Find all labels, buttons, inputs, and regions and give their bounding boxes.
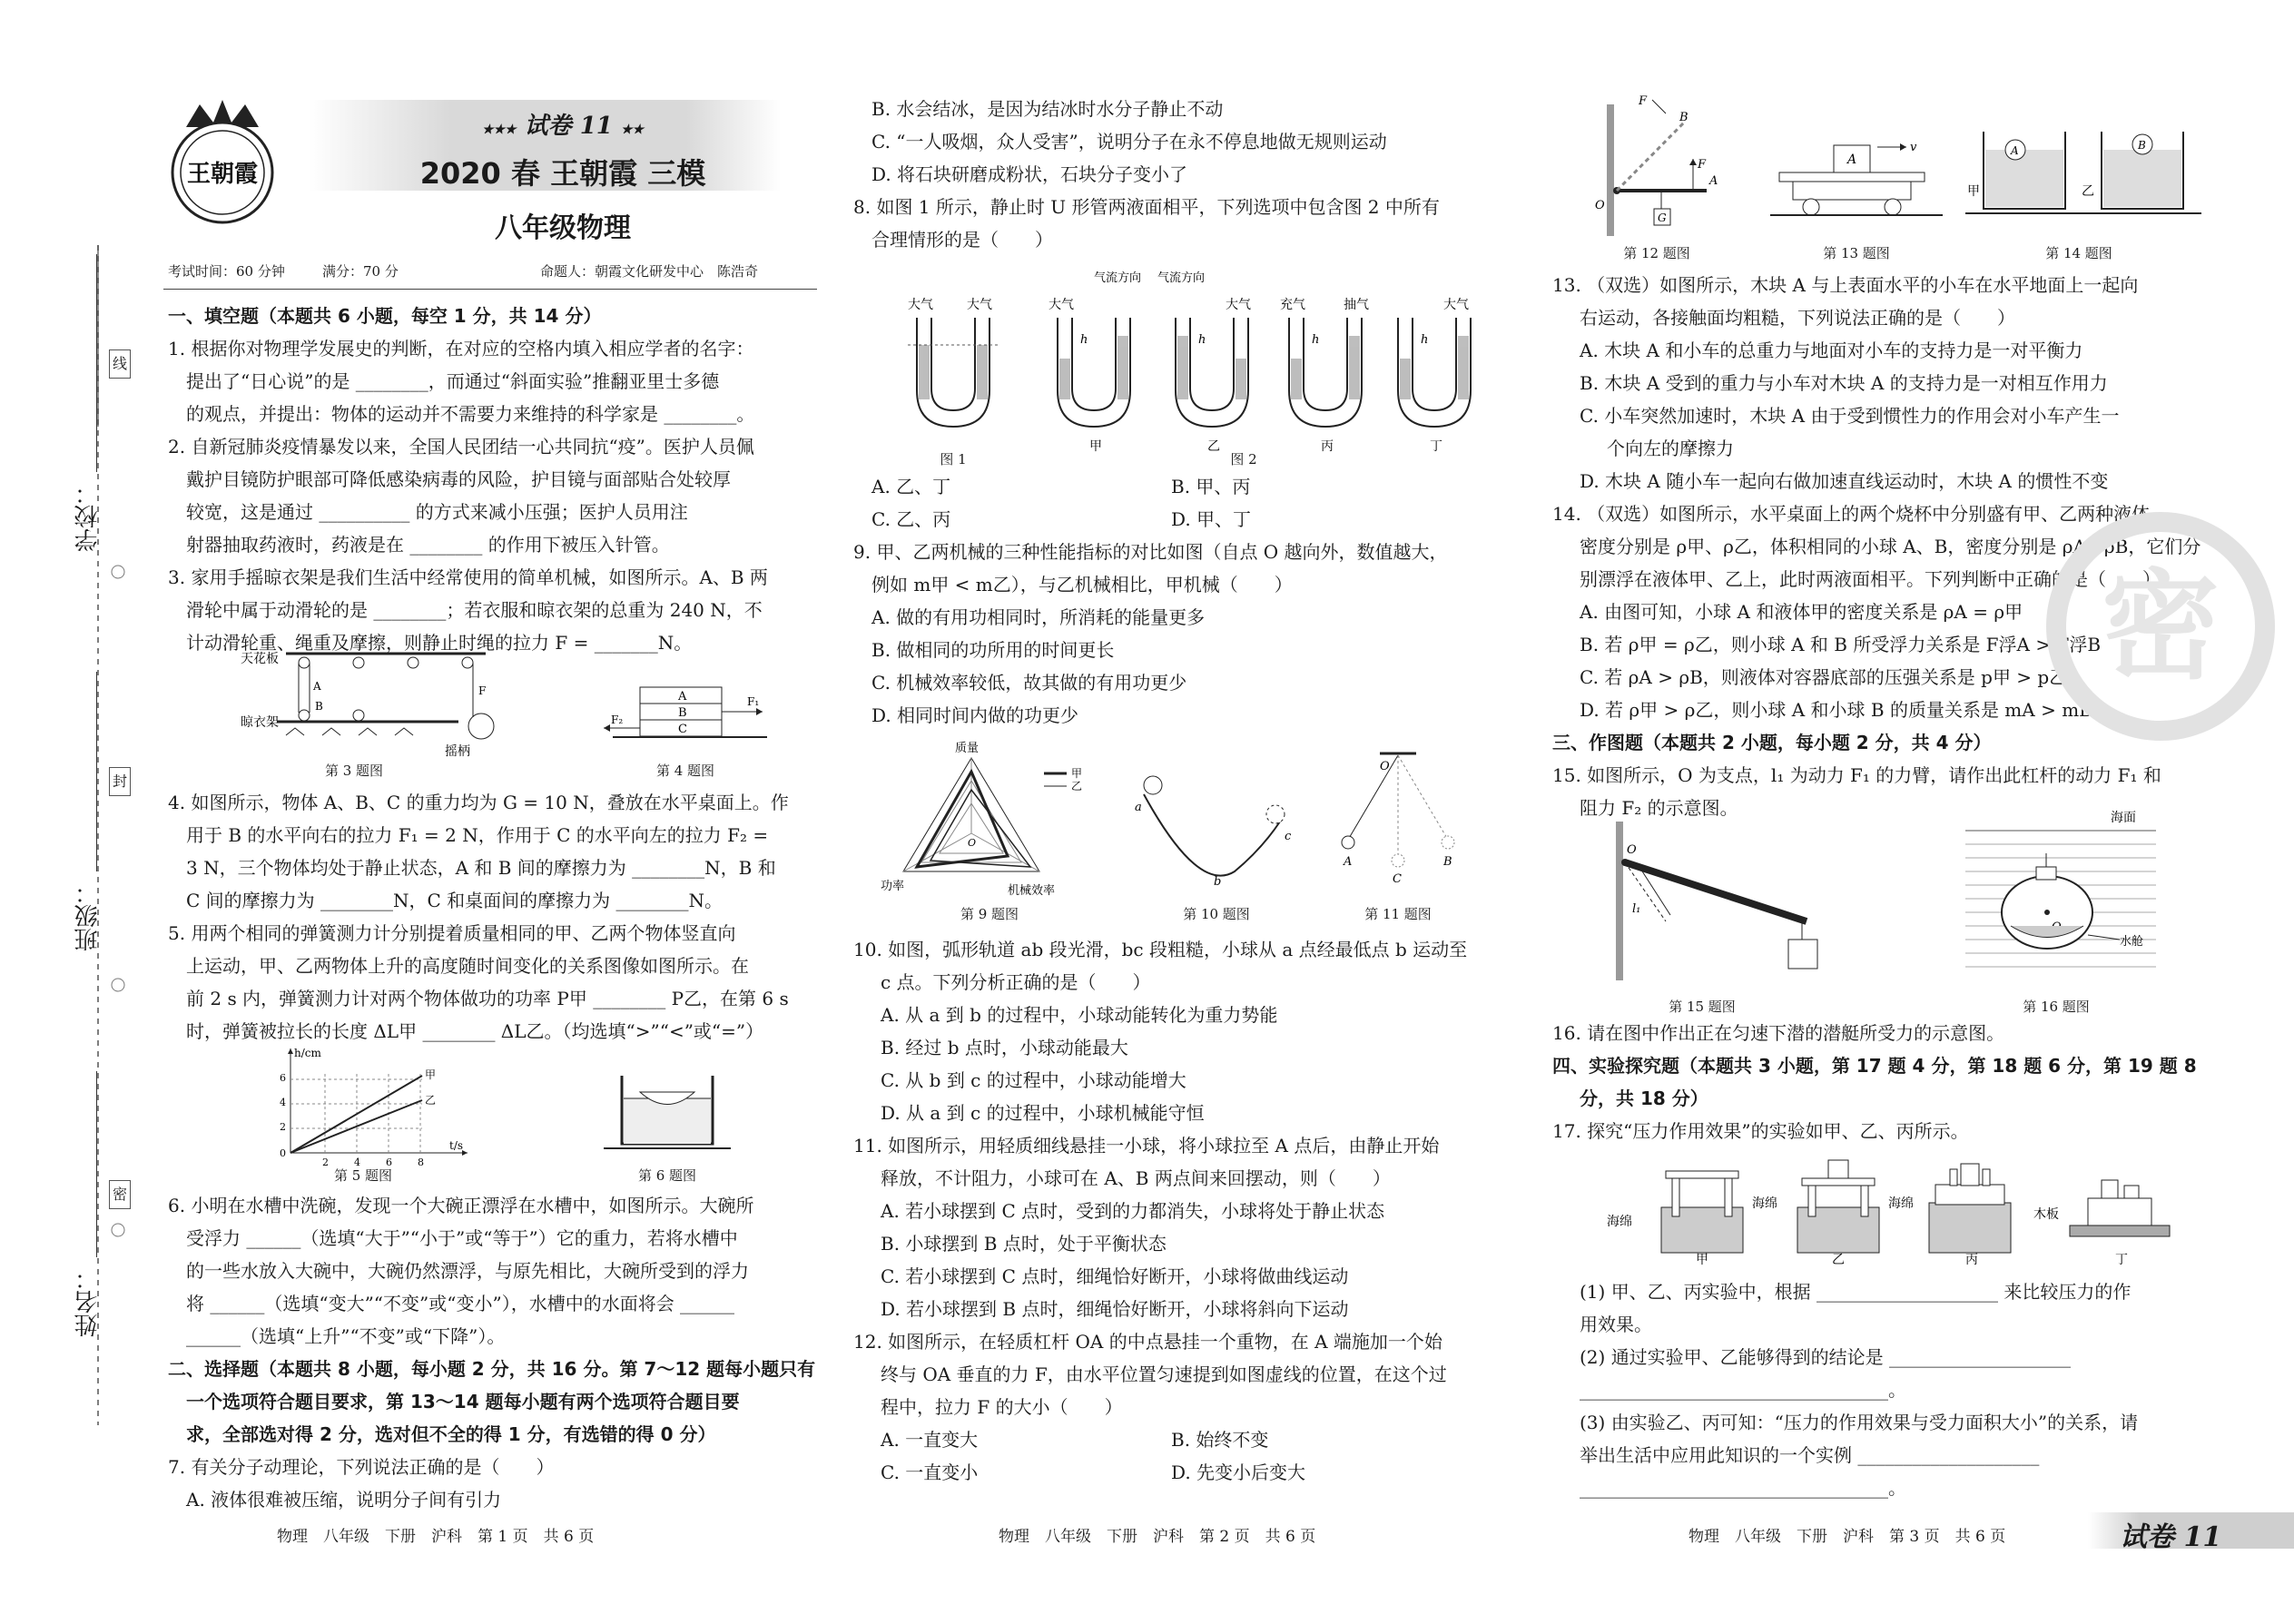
q7-option-c[interactable]: C. “一人吸烟，众人受害”，说明分子在永不停息地做无规则运动: [871, 131, 1387, 153]
question-15: 阻力 F₂ 的示意图。: [1580, 797, 1738, 819]
fig16-sea-label: 海面: [2111, 811, 2136, 825]
watermark-text: 密: [2101, 556, 2220, 695]
svg-text:8: 8: [418, 1156, 424, 1168]
q5-line: 时，弹簧被拉长的长度 ΔL甲 ________ ΔL乙。（均选填“>”“<”或“=”）: [186, 1020, 764, 1042]
fig14-yi-label: 乙: [2082, 184, 2094, 199]
q6-line: ______（选填“上升”“不变”或“下降”）。: [186, 1325, 506, 1347]
author: 命题人：朝霞文化研发中心 陈浩奇: [540, 263, 759, 280]
figure-15-lever: [1598, 817, 1834, 985]
question-11: 11. 如图所示，用轻质细线悬挂一小球，将小球拉至 A 点后，由静止开始: [853, 1135, 1440, 1156]
fig8-sub-label: 甲: [1089, 439, 1102, 454]
svg-text:h: h: [1421, 333, 1429, 347]
question-1: [168, 332, 822, 430]
q7-option-a[interactable]: A. 液体很难被压缩，说明分子间有引力: [186, 1489, 502, 1511]
q14-option-b[interactable]: B. 若 ρ甲 = ρ乙，则小球 A 和 B 所受浮力关系是 F浮A > F浮B: [1580, 634, 2102, 655]
question-12: 12. 如图所示，在轻质杠杆 OA 的中点悬挂一个重物，在 A 端施加一个始: [853, 1331, 1442, 1353]
corner-badge-text: 试卷 11: [2120, 1521, 2222, 1553]
series-text: 试卷 11: [524, 113, 613, 140]
fig8-caption-2: 图 2: [1230, 451, 1257, 468]
fig17-sub-label: 乙: [1832, 1253, 1845, 1267]
figure-10-track: [1126, 758, 1307, 889]
fig5-caption: 第 5 题图: [333, 1167, 393, 1184]
class-field-label: 班级：: [74, 881, 102, 951]
school-field-line[interactable]: [96, 254, 97, 472]
svg-text:F: F: [1698, 158, 1707, 172]
question-16: 16. 请在图中作出正在匀速下潜的潜艇所受力的示意图。: [1552, 1022, 2005, 1044]
q12-option-c[interactable]: C. 一直变小: [881, 1462, 979, 1483]
q12-option-d[interactable]: D. 先变小后变大: [1171, 1462, 1306, 1483]
svg-text:B: B: [1443, 855, 1452, 869]
question-8: 8. 如图 1 所示，静止时 U 形管两液面相平，下列选项中包含图 2 中所有: [853, 196, 1440, 218]
fig12-caption: 第 12 题图: [1623, 245, 1690, 261]
question-7: 7. 有关分子动理论，下列说法正确的是（ ）: [168, 1456, 555, 1478]
fig8-label: 抽气: [1344, 298, 1369, 312]
class-field-line[interactable]: [96, 672, 97, 871]
footer-page-3: 物理 八年级 下册 沪科 第 3 页 共 6 页: [1689, 1528, 2006, 1546]
figure-5-graph: [272, 1044, 472, 1168]
q1-line: 的观点，并提出：物体的运动并不需要力来维持的科学家是 ________。: [186, 403, 755, 425]
figure-11-pendulum: [1325, 744, 1471, 890]
svg-text:F₂: F₂: [611, 714, 624, 726]
q7-option-d[interactable]: D. 将石块研磨成粉状，石块分子变小了: [871, 163, 1188, 185]
fig8-label: 大气: [1443, 298, 1469, 312]
exam-time: 考试时间：60 分钟: [168, 263, 285, 280]
fig16-tank-label: 水舱: [2120, 935, 2144, 949]
q6-line: 6. 小明在水槽中洗碗，发现一个大碗正漂浮在水槽中，如图所示。大碗所: [168, 1195, 754, 1216]
q5-line: 前 2 s 内，弹簧测力计对两个物体做功的功率 P甲 ________ P乙，在第 6 s: [186, 988, 789, 1009]
fig9-efficiency-label: 机械效率: [1008, 884, 1056, 898]
fig9-mass-label: 质量: [955, 742, 980, 755]
figure-6-sink: [595, 1067, 740, 1157]
svg-text:A: A: [1709, 174, 1718, 188]
seal-mark-3: 密: [109, 1180, 131, 1209]
seal-line-graphic: [54, 245, 136, 1425]
fig8-label: 大气: [908, 298, 933, 312]
figure-17-pressure-experiment: [1607, 1153, 2179, 1266]
fig8-sub-label: 乙: [1207, 439, 1220, 454]
section-2-title: 一个选项符合题目要求，第 13～14 题每小题有两个选项符合题目要: [186, 1391, 740, 1412]
svg-text:h: h: [1312, 333, 1320, 347]
q2-line: 射器抽取药液时，药液是在 ________ 的作用下被压入针管。: [186, 534, 670, 556]
fig3-ceiling-label: 天花板: [241, 652, 279, 666]
svg-text:O: O: [1627, 843, 1637, 857]
q4-line: 3 N，三个物体均处于静止状态，A 和 B 间的摩擦力为 ________N，B 和: [186, 857, 776, 879]
question-15: 15. 如图所示，O 为支点，l₁ 为动力 F₁ 的力臂，请作出此杠杆的动力 F₁ 和: [1552, 764, 2161, 786]
figure-16-submarine: [1956, 803, 2165, 989]
name-field-line[interactable]: [96, 1071, 97, 1257]
q11-option-d[interactable]: D. 若小球摆到 B 点时，细绳恰好断开，小球将斜向下运动: [881, 1298, 1349, 1320]
fig8-sub-label: 丁: [1430, 439, 1442, 454]
fig17-sub-label: 丁: [2115, 1253, 2128, 1267]
fig8-label: 气流方向: [1157, 271, 1206, 285]
q17-part-2: (2) 通过实验甲、乙能够得到的结论是 ____________________: [1580, 1346, 2072, 1368]
svg-text:l₁: l₁: [1632, 902, 1641, 916]
q13-option-d[interactable]: D. 木块 A 随小车一起向右做加速直线运动时，木块 A 的惯性不变: [1580, 470, 2109, 492]
q17-part-2: __________________________________。: [1580, 1379, 1906, 1401]
svg-text:A: A: [2011, 144, 2019, 157]
svg-text:乙: 乙: [425, 1094, 437, 1107]
fig17-sub-label: 丙: [1965, 1253, 1978, 1267]
q13-option-b[interactable]: B. 木块 A 受到的重力与小车对木块 A 的支持力是一对相互作用力: [1580, 372, 2108, 394]
q6-line: 的一些水放入大碗中，大碗仍然漂浮，与原先相比，大碗所受到的浮力: [186, 1260, 749, 1282]
svg-text:G: G: [1658, 212, 1667, 224]
q4-line: 4. 如图所示，物体 A、B、C 的重力均为 G = 10 N，叠放在水平桌面上。作: [168, 792, 789, 813]
footer-page-1: 物理 八年级 下册 沪科 第 1 页 共 6 页: [277, 1528, 595, 1546]
fig8-label: 大气: [967, 298, 992, 312]
svg-text:h: h: [1198, 333, 1206, 347]
q10-option-a[interactable]: A. 从 a 到 b 的过程中，小球动能转化为重力势能: [881, 1004, 1278, 1026]
question-6: [168, 1189, 822, 1353]
svg-text:c: c: [1285, 830, 1292, 843]
question-13: 右运动，各接触面均粗糙，下列说法正确的是（ ）: [1580, 307, 2015, 329]
svg-text:t/s: t/s: [449, 1139, 464, 1152]
q13-option-c[interactable]: C. 小车突然加速时，木块 A 由于受到惯性力的作用会对小车产生一: [1580, 405, 2120, 427]
svg-text:O: O: [1595, 199, 1605, 212]
fig3-caption: 第 3 题图: [324, 763, 384, 779]
section-4-title: 分，共 18 分）: [1580, 1088, 1708, 1109]
q1-line: 1. 根据你对物理学发展史的判断，在对应的空格内填入相应学者的名字：: [168, 338, 754, 359]
q14-option-a[interactable]: A. 由图可知，小球 A 和液体甲的密度关系是 ρA = ρ甲: [1580, 601, 2023, 623]
svg-text:A: A: [1344, 855, 1353, 869]
fig14-jia-label: 甲: [1967, 184, 1980, 199]
svg-text:B: B: [315, 700, 323, 713]
q4-line: 用于 B 的水平向右的拉力 F₁ = 2 N，作用于 C 的水平向左的拉力 F₂ =: [186, 824, 769, 846]
q10-option-c[interactable]: C. 从 b 到 c 的过程中，小球动能增大: [881, 1069, 1186, 1091]
question-9: 例如 m甲 < m乙），与乙机械相比，甲机械（ ）: [871, 574, 1293, 595]
confidential-watermark: [2024, 508, 2260, 744]
fig9-power-label: 功率: [881, 880, 905, 893]
svg-text:h: h: [1080, 333, 1088, 347]
q8-option-d[interactable]: D. 甲、丁: [1171, 508, 1252, 530]
svg-text:F: F: [478, 684, 487, 697]
fig17-label: 海绵: [1752, 1196, 1777, 1211]
svg-text:6: 6: [280, 1072, 286, 1084]
fig4-caption: 第 4 题图: [655, 763, 715, 779]
svg-text:v: v: [1910, 141, 1917, 154]
svg-text:6: 6: [386, 1156, 392, 1168]
question-12: 终与 OA 垂直的力 F，由水平位置匀速提到如图虚线的位置，在这个过: [881, 1363, 1447, 1385]
q7-option-b[interactable]: B. 水会结冰，是因为结冰时水分子静止不动: [871, 98, 1224, 120]
q3-line: 3. 家用手摇晾衣架是我们生活中经常使用的简单机械，如图所示。A、B 两: [168, 566, 768, 588]
question-11: 释放，不计阻力，小球可在 A、B 两点间来回摆动，则（ ）: [881, 1167, 1391, 1189]
svg-text:C: C: [678, 723, 687, 736]
svg-text:F: F: [1639, 94, 1648, 108]
q8-option-a[interactable]: A. 乙、丁: [871, 476, 951, 497]
svg-text:0: 0: [280, 1147, 286, 1159]
q17-part-3: __________________________________。: [1580, 1477, 1906, 1499]
fig17-label: 木板: [2033, 1207, 2059, 1222]
q3-line: 计动滑轮重、绳重及摩擦，则静止时绳的拉力 F = _______N。: [186, 632, 693, 654]
svg-text:B: B: [678, 706, 687, 720]
section-2-title: 求，全部选对得 2 分，选对但不全的得 1 分，有选错的得 0 分）: [186, 1423, 716, 1445]
question-14: 密度分别是 ρ甲、ρ乙，体积相同的小球 A、B，密度分别是 ρA、ρB，它们分: [1580, 536, 2201, 557]
q11-option-b[interactable]: B. 小球摆到 B 点时，处于平衡状态: [881, 1233, 1167, 1255]
svg-text:2: 2: [322, 1156, 329, 1168]
q9-option-b[interactable]: B. 做相同的功所用的时间更长: [871, 639, 1115, 661]
fig8-label: 气流方向: [1094, 271, 1142, 285]
fig3-rack-label: 晾衣架: [241, 715, 279, 730]
section-1-title: 一、填空题（本题共 6 小题，每空 1 分，共 14 分）: [168, 305, 602, 327]
question-10: c 点。下列分析正确的是（ ）: [881, 971, 1151, 993]
section-4-title: 四、实验探究题（本题共 3 小题，第 17 题 4 分，第 18 题 6 分，第 19 题 8: [1552, 1055, 2197, 1077]
q14-option-c[interactable]: C. 若 ρA > ρB，则液体对容器底部的压强关系是 p甲 > p乙: [1580, 666, 2068, 688]
figure-3-clothes-rack: [241, 645, 504, 758]
figure-4-blocks: [595, 685, 776, 749]
q9-option-a[interactable]: A. 做的有用功相同时，所消耗的能量更多: [871, 606, 1206, 628]
fig9-caption: 第 9 题图: [960, 906, 1019, 922]
q5-line: 5. 用两个相同的弹簧测力计分别提着质量相同的甲、乙两个物体竖直向: [168, 922, 736, 944]
q10-option-d[interactable]: D. 从 a 到 c 的过程中，小球机械能守恒: [881, 1102, 1205, 1124]
q1-line: 提出了“日心说”的是 ________，而通过“斜面实验”推翻亚里士多德: [186, 370, 720, 392]
footer-page-2: 物理 八年级 下册 沪科 第 2 页 共 6 页: [999, 1528, 1316, 1546]
fig10-caption: 第 10 题图: [1183, 906, 1250, 922]
question-5: [168, 917, 822, 1048]
fig15-caption: 第 15 题图: [1669, 999, 1736, 1015]
fig3-handle-label: 摇柄: [445, 744, 470, 759]
wangzhaoxia-logo: [159, 95, 286, 231]
question-17: 17. 探究“压力作用效果”的实验如甲、乙、丙所示。: [1552, 1120, 1969, 1142]
question-2: [168, 430, 822, 561]
subject-title: 八年级物理: [495, 212, 631, 244]
fig14-caption: 第 14 题图: [2045, 245, 2112, 261]
exam-title: 2020 春 王朝霞 三模: [419, 156, 706, 191]
school-field-label: 学校：: [74, 481, 102, 552]
q2-line: 戴护目镜防护眼部可降低感染病毒的风险，护目镜与面部贴合处较厚: [186, 468, 731, 490]
q8-option-b[interactable]: B. 甲、丙: [1171, 476, 1251, 497]
question-12: 程中，拉力 F 的大小（ ）: [881, 1396, 1123, 1418]
fig6-caption: 第 6 题图: [637, 1167, 697, 1184]
q5-line: 上运动，甲、乙两物体上升的高度随时间变化的关系图像如图所示。在: [186, 955, 749, 977]
q13-option-a[interactable]: A. 木块 A 和小车的总重力与地面对小车的支持力是一对平衡力: [1580, 340, 2083, 361]
q4-line: C 间的摩擦力为 ________N，C 和桌面间的摩擦力为 ________N。: [186, 890, 724, 911]
seal-mark-2: 封: [109, 767, 131, 796]
fig17-label: 海绵: [1888, 1196, 1914, 1211]
question-14: 14. （双选）如图所示，水平桌面上的两个烧杯中分别盛有甲、乙两种液体，: [1552, 503, 2169, 525]
svg-text:a: a: [1135, 801, 1142, 814]
fig11-caption: 第 11 题图: [1364, 906, 1432, 922]
fig16-caption: 第 16 题图: [2023, 999, 2090, 1015]
corner-badge: [2088, 1512, 2294, 1553]
svg-text:4: 4: [280, 1097, 286, 1108]
q3-line: 滑轮中属于动滑轮的是 ________；若衣服和晾衣架的总重为 240 N，不: [186, 599, 763, 621]
svg-text:O: O: [968, 837, 977, 849]
question-13: 13. （双选）如图所示，木块 A 与上表面水平的小车在水平地面上一起向: [1552, 274, 2139, 296]
fig8-sub-label: 丙: [1321, 439, 1334, 454]
fig8-label: 充气: [1280, 298, 1305, 312]
figure-12-lever: [1584, 95, 1729, 241]
full-score: 满分：70 分: [322, 263, 399, 280]
seal-mark-1: 线: [109, 349, 131, 379]
logo-text: 王朝霞: [186, 161, 259, 188]
q2-line: 较宽，这是通过 __________ 的方式来减小压强；医护人员用注: [186, 501, 688, 523]
q17-part-1: 用效果。: [1580, 1314, 1652, 1335]
fig8-label: 大气: [1049, 298, 1074, 312]
section-2-title: 二、选择题（本题共 8 小题，每小题 2 分，共 16 分。第 7～12 题每小题只有: [168, 1358, 816, 1380]
q12-option-a[interactable]: A. 一直变大: [881, 1429, 979, 1451]
q17-part-1: (1) 甲、乙、丙实验中，根据 ____________________ 来比较压力的作: [1580, 1281, 2132, 1303]
question-10: 10. 如图，弧形轨道 ab 段光滑，bc 段粗糙，小球从 a 点经最低点 b 运动至: [853, 939, 1468, 960]
q17-part-3: (3) 由实验乙、丙可知：“压力的作用效果与受力面积大小”的关系，请: [1580, 1412, 2139, 1433]
question-9: 9. 甲、乙两机械的三种性能指标的对比如图（自点 O 越向外，数值越大，: [853, 541, 1448, 563]
figure-13-cart: [1770, 127, 1943, 227]
section-3-title: 三、作图题（本题共 2 小题，每小题 2 分，共 4 分）: [1552, 732, 1992, 753]
q8-option-c[interactable]: C. 乙、丙: [871, 508, 951, 530]
figure-9-radar: [881, 735, 1098, 899]
q12-option-b[interactable]: B. 始终不变: [1171, 1429, 1269, 1451]
question-8: 合理情形的是（ ）: [871, 229, 1053, 251]
q6-line: 受浮力 ______（选填“大于”“小于”或“等于”）它的重力，若将水槽中: [186, 1227, 738, 1249]
q17-part-3: 举出生活中应用此知识的一个实例 ____________________: [1580, 1444, 2040, 1466]
q13-option-c-cont: 个向左的摩擦力: [1607, 438, 1734, 459]
q10-option-b[interactable]: B. 经过 b 点时，小球动能最大: [881, 1037, 1128, 1058]
header-divider: [163, 289, 817, 290]
svg-text:O: O: [1380, 760, 1390, 773]
question-14: 别漂浮在液体甲、乙上，此时两液面相平。下列判断中正确的是（ ）: [1580, 568, 2161, 590]
fig8-label: 大气: [1226, 298, 1251, 312]
svg-text:A: A: [678, 690, 687, 704]
fig13-caption: 第 13 题图: [1823, 245, 1890, 261]
svg-text:4: 4: [354, 1156, 360, 1168]
q8-options: [853, 470, 1507, 536]
fig17-label: 海绵: [1607, 1215, 1632, 1229]
fig8-caption-1: 图 1: [940, 451, 967, 468]
svg-text:A: A: [313, 680, 321, 693]
figure-8-u-tubes: [899, 272, 1480, 454]
q9-option-d[interactable]: D. 相同时间内做的功更少: [871, 704, 1079, 726]
svg-text:F₁: F₁: [747, 695, 760, 708]
svg-text:甲: 甲: [425, 1068, 437, 1081]
fig17-sub-label: 甲: [1696, 1253, 1708, 1267]
figure-14-beakers: [1965, 123, 2201, 236]
q6-line: 将 ______（选填“变大”“不变”或“变小”），水槽中的水面将会 ______: [186, 1293, 735, 1314]
svg-text:B: B: [2138, 139, 2146, 152]
q2-line: 2. 自新冠肺炎疫情暴发以来，全国人民团结一心共同抗“疫”。医护人员佩: [168, 436, 754, 458]
series-label: ★★★ 试卷 11 ★★: [481, 113, 645, 140]
svg-text:A: A: [1847, 153, 1857, 167]
q11-option-c[interactable]: C. 若小球摆到 C 点时，细绳恰好断开，小球将做曲线运动: [881, 1265, 1349, 1287]
fig9-legend-yi: 乙: [1071, 780, 1083, 792]
svg-text:2: 2: [280, 1121, 286, 1133]
question-4: [168, 786, 822, 917]
svg-text:B: B: [1679, 111, 1689, 124]
svg-text:h/cm: h/cm: [294, 1047, 321, 1059]
name-field-label: 姓名：: [74, 1266, 102, 1337]
q9-option-c[interactable]: C. 机械效率较低，故其做的有用功更少: [871, 672, 1187, 694]
svg-text:b: b: [1214, 875, 1222, 889]
fig9-legend-jia: 甲: [1071, 767, 1083, 780]
q12-options: [853, 1423, 1507, 1489]
svg-text:C: C: [1393, 872, 1402, 886]
q11-option-a[interactable]: A. 若小球摆到 C 点时，受到的力都消失，小球将处于静止状态: [881, 1200, 1385, 1222]
q14-option-d[interactable]: D. 若 ρ甲 > ρ乙，则小球 A 和小球 B 的质量关系是 mA > mB: [1580, 699, 2092, 721]
